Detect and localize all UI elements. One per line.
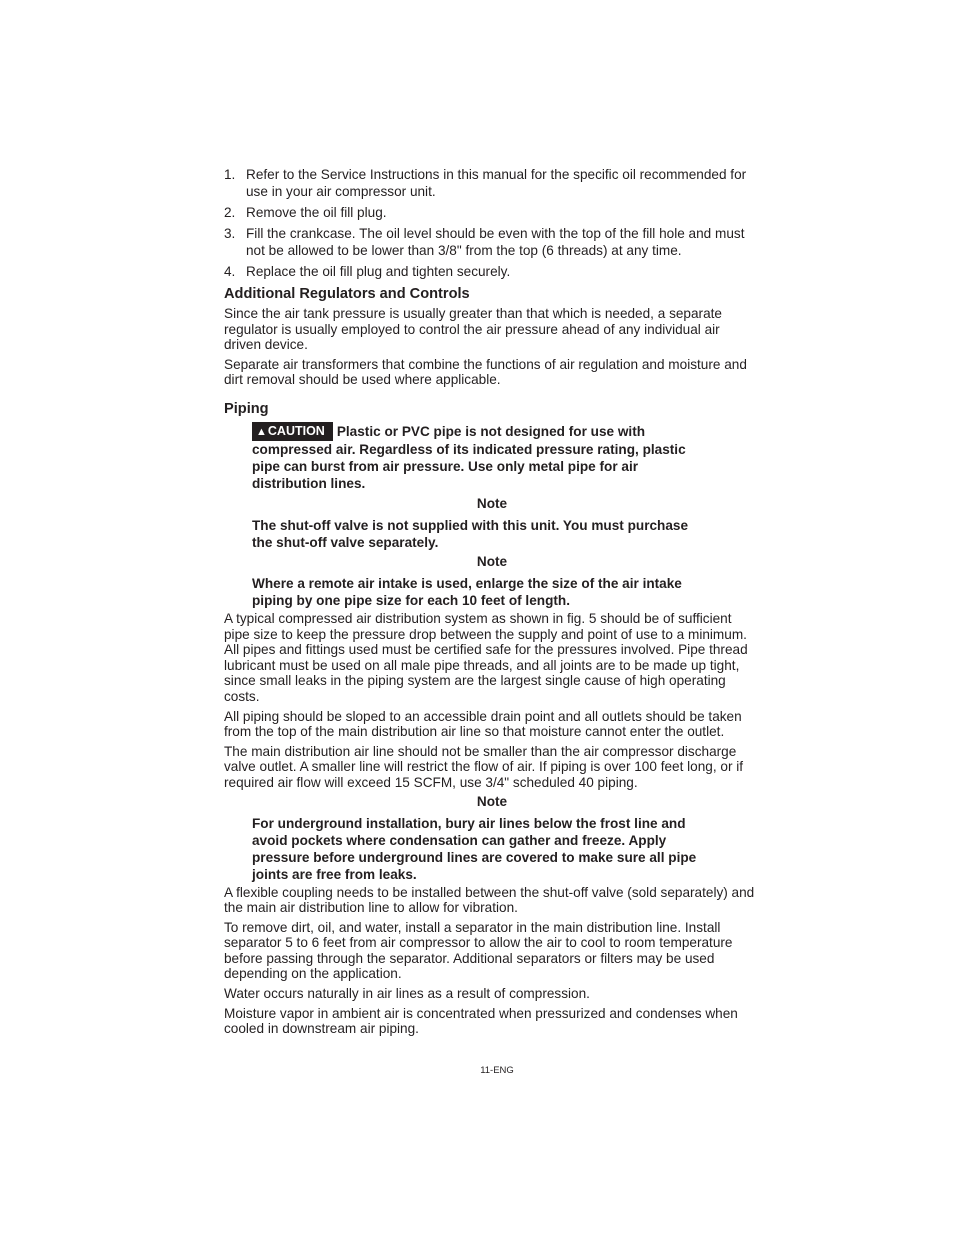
step-text: Replace the oil fill plug and tighten securely. bbox=[246, 264, 511, 279]
oil-fill-steps bbox=[224, 166, 760, 280]
piping-paragraph: All piping should be sloped to an accessible drain point and all outlets should be taken from the top of the main distribution air line so that moisture cannot enter the outlet. bbox=[224, 708, 742, 740]
list-item bbox=[224, 263, 760, 280]
step-text: Remove the oil fill plug. bbox=[246, 205, 387, 220]
regulators-heading: Additional Regulators and Controls bbox=[224, 286, 470, 302]
step-number: 3. bbox=[224, 226, 236, 241]
warning-triangle-icon: ▲ bbox=[256, 425, 267, 438]
page-content bbox=[224, 166, 760, 1041]
piping-paragraph: Moisture vapor in ambient air is concentrated when pressurized and condenses when cooled in downstream air piping. bbox=[224, 1005, 738, 1037]
note-heading: Note bbox=[476, 793, 508, 809]
step-text: Fill the crankcase. The oil level should be even with the top of the fill hole and must not be allowed to be lower than 3/8" from the top (6 threads) at any time. bbox=[246, 226, 745, 258]
piping-paragraph: Water occurs naturally in air lines as a result of compression. bbox=[224, 986, 590, 1002]
list-item bbox=[224, 204, 760, 221]
note-text: For underground installation, bury air lines below the frost line and avoid pockets where condensation can gather and freeze. Apply pressure before underground lines are covered to make sure all pipe joints are free from leaks. bbox=[252, 815, 697, 882]
note-heading: Note bbox=[476, 553, 508, 569]
regulators-paragraph: Since the air tank pressure is usually greater than that which is needed, a separate regulator is usually employed to control the air pressure ahead of any individual air driven device. bbox=[224, 306, 722, 353]
caution-badge bbox=[252, 422, 333, 441]
piping-paragraph: A typical compressed air distribution system as shown in fig. 5 should be of sufficient pipe size to keep the pressure drop between the supply and point of use to a minimum. All pipes and fittings used must be certified safe for the pressures involved. Pipe thread lubricant must be used on all male pipe threads, and all joints are to be made up tight, since small leaks in the piping system are the largest single cause of high operating costs. bbox=[224, 610, 748, 704]
caution-text: Plastic or PVC pipe is not designed for use with compressed air. Regardless of its indicated pressure rating, plastic pipe can burst from air pressure. Use only metal pipe for air distribution lines. bbox=[252, 423, 686, 491]
piping-paragraph: To remove dirt, oil, and water, install a separator in the main distribution line. Install separator 5 to 6 feet from air compressor to allow the air to cool to room temperature before passing through the separator. Additional separators or filters may be used depending on the application. bbox=[224, 919, 733, 982]
list-item bbox=[224, 166, 760, 200]
note-heading: Note bbox=[476, 495, 508, 511]
piping-heading: Piping bbox=[224, 400, 269, 417]
step-number: 1. bbox=[224, 167, 236, 182]
caution-label: CAUTION bbox=[267, 423, 325, 438]
note-text: Where a remote air intake is used, enlarge the size of the air intake piping by one pipe size for each 10 feet of length. bbox=[252, 575, 682, 608]
step-number: 2. bbox=[224, 205, 236, 220]
list-item bbox=[224, 225, 760, 259]
step-number: 4. bbox=[224, 264, 236, 279]
step-text: Refer to the Service Instructions in this manual for the specific oil recommended for use in your air compressor unit. bbox=[246, 167, 747, 199]
page-number: 11-ENG bbox=[480, 1065, 514, 1076]
note-text: The shut-off valve is not supplied with this unit. You must purchase the shut-off valve separately. bbox=[252, 517, 689, 550]
piping-paragraph: A flexible coupling needs to be installed between the shut-off valve (sold separately) and the main air distribution line to allow for vibration. bbox=[224, 884, 755, 916]
regulators-paragraph: Separate air transformers that combine the functions of air regulation and moisture and dirt removal should be used where applicable. bbox=[224, 356, 747, 388]
piping-paragraph: The main distribution air line should not be smaller than the air compressor discharge valve outlet. A smaller line will restrict the flow of air. If piping is over 100 feet long, or if required air flow will exceed 15 SCFM, use 3/4" scheduled 40 piping. bbox=[224, 743, 744, 790]
caution-block bbox=[252, 422, 712, 492]
